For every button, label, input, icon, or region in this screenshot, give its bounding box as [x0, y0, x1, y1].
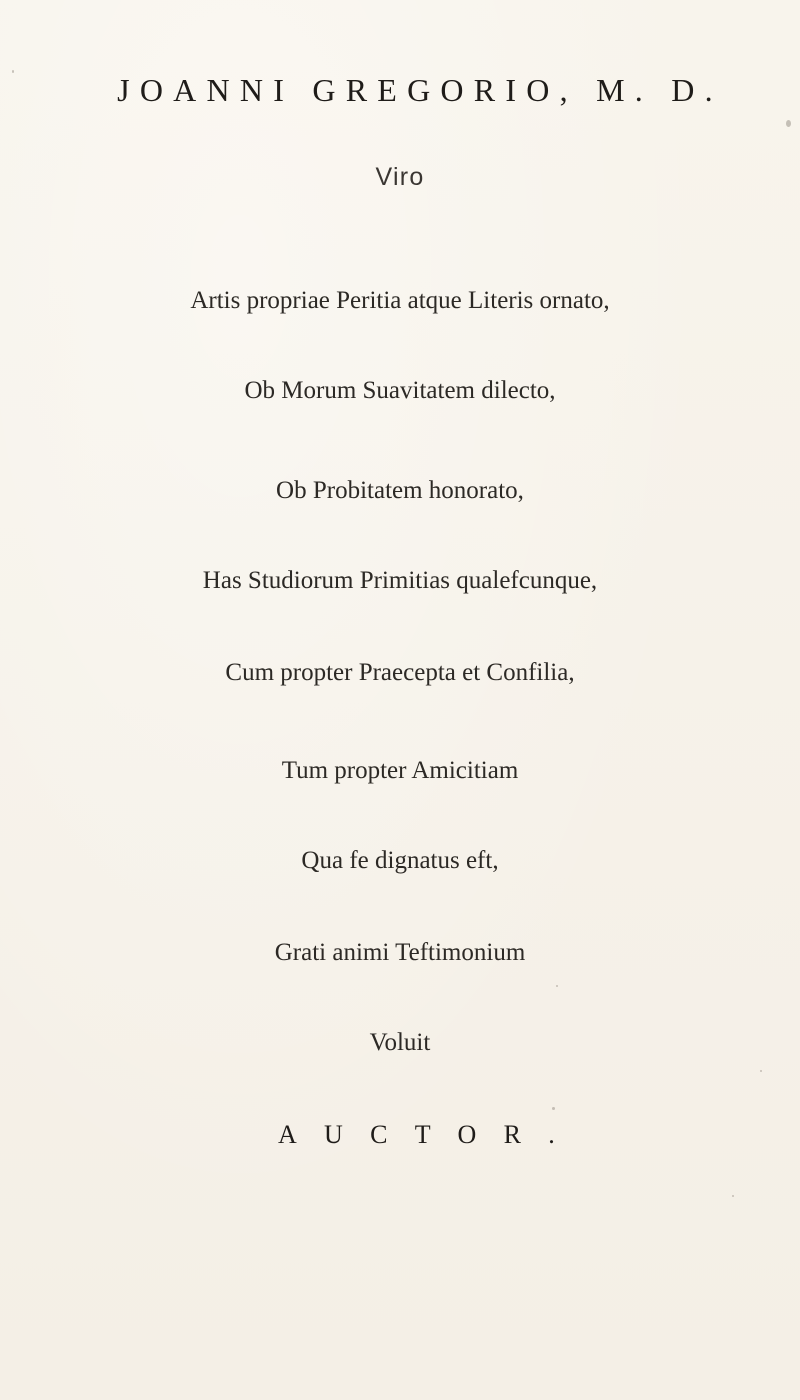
dedication-line: Grati animi Teftimonium — [274, 939, 526, 966]
salutation: Viro — [375, 163, 425, 191]
dedication-line: Cum propter Praecepta et Confilia, — [225, 659, 575, 686]
paper-speck — [12, 70, 14, 73]
dedication-line: Ob Morum Suavitatem dilecto, — [244, 377, 556, 404]
dedication-line: Voluit — [369, 1029, 431, 1056]
dedicatee-heading: JOANNI GREGORIO, M. D. — [117, 72, 723, 108]
dedication-line: Has Studiorum Primitias qualefcunque, — [202, 567, 598, 594]
paper-speck — [556, 985, 558, 987]
paper-speck — [786, 120, 791, 127]
paper-speck — [760, 1070, 762, 1072]
author-signature: AUCTOR. — [277, 1120, 583, 1149]
dedication-line: Tum propter Amicitiam — [281, 757, 519, 784]
dedication-line: Qua fe dignatus eft, — [301, 847, 499, 874]
paper-speck — [732, 1195, 734, 1197]
dedication-line: Artis propriae Peritia atque Literis ornato, — [190, 287, 610, 314]
paper-speck — [552, 1107, 555, 1110]
dedication-line: Ob Probitatem honorato, — [276, 477, 524, 504]
